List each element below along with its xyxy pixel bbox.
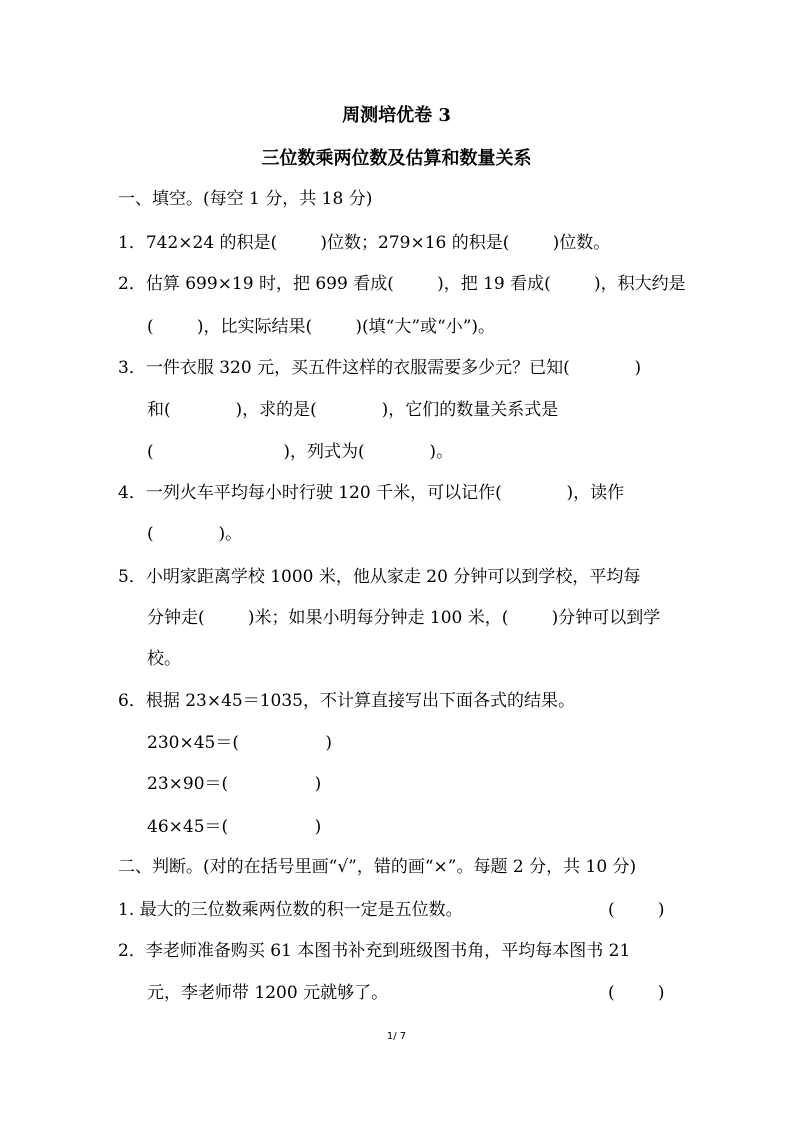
question-2-line-2: ( )，比实际结果( )(填“大”或“小”)。: [147, 317, 496, 337]
question-4-line-1: 4．一列火车平均每小时行驶 120 千米，可以记作( )，读作: [118, 483, 625, 503]
question-5-line-3: 校。: [147, 649, 181, 669]
judge-question-1: 1. 最大的三位数乘两位数的积一定是五位数。: [118, 900, 463, 920]
question-6-item-b: 23×90＝( ): [147, 774, 322, 794]
question-6-item-a: 230×45＝( ): [147, 733, 333, 753]
judge-question-1-bracket: ( ): [608, 900, 665, 920]
page-subtitle: 三位数乘两位数及估算和数量关系: [261, 148, 532, 169]
question-4-line-2: ( )。: [147, 524, 243, 544]
page-number: 1/ 7: [386, 1031, 407, 1042]
question-3-line-3: ( )，列式为( )。: [147, 442, 454, 462]
section2-heading: 二、判断。(对的在括号里画“√”，错的画“×”。每题 2 分，共 10 分): [118, 857, 637, 877]
question-1: 1．742×24 的积是( )位数；279×16 的积是( )位数。: [118, 233, 611, 253]
section1-heading: 一、填空。(每空 1 分，共 18 分): [118, 189, 373, 209]
question-6-line-1: 6．根据 23×45＝1035，不计算直接写出下面各式的结果。: [118, 691, 575, 711]
question-3-line-1: 3．一件衣服 320 元，买五件这样的衣服需要多少元？已知( ): [118, 358, 642, 378]
judge-question-2-line-1: 2．李老师准备购买 61 本图书补充到班级图书角，平均每本图书 21: [118, 941, 631, 961]
question-5-line-2: 分钟走( )米；如果小明每分钟走 100 米，( )分钟可以到学: [147, 608, 661, 628]
judge-question-2-line-2: 元，李老师带 1200 元就够了。: [147, 983, 389, 1003]
question-2-line-1: 2．估算 699×19 时，把 699 看成( )，把 19 看成( )，积大约是: [118, 274, 686, 294]
question-5-line-1: 5．小明家距离学校 1000 米，他从家走 20 分钟可以到学校，平均每: [118, 567, 641, 587]
question-6-item-c: 46×45＝( ): [147, 817, 322, 837]
page-title: 周测培优卷 3: [342, 105, 451, 126]
judge-question-2-bracket: ( ): [608, 983, 665, 1003]
question-3-line-2: 和( )，求的是( )，它们的数量关系式是: [147, 400, 559, 420]
